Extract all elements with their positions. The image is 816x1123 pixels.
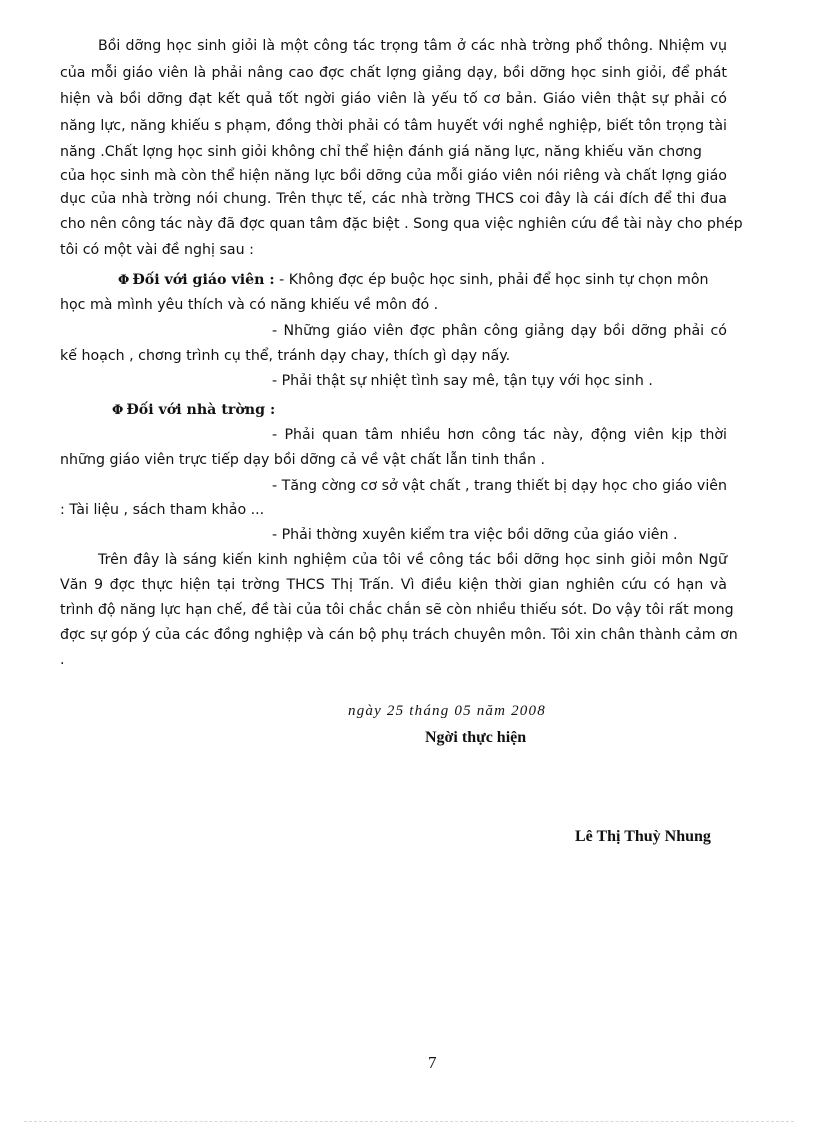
signer-name: Lê Thị Thuỳ Nhung [575,828,711,845]
signature-date: ngày 25 tháng 05 năm 2008 [348,703,546,719]
intro-line-7: dục của nhà trờng nói chung. Trên thực tế, các nhà trờng THCS coi đây là cái đích để thi đua [60,191,727,207]
intro-line-5: năng .Chất lợng học sinh giỏi không chỉ thể hiện đánh giá năng lực, năng khiếu văn chơng [60,144,702,160]
teacher-rule-2: - Những giáo viên đợc phân công giảng dạy bồi dỡng phải có [272,323,727,339]
intro-line-2: của mỗi giáo viên là phải nâng cao đợc chất lợng giảng dạy, bồi dỡng học sinh giỏi, để phát [60,65,727,81]
school-rule-2-cont: : Tài liệu , sách tham khảo ... [60,502,265,518]
page-number: 7 [428,1053,437,1072]
teacher-rule-1-cont: học mà mình yêu thích và có năng khiếu về môn đó . [60,297,439,313]
conclusion-line-5: . [60,652,65,668]
school-rule-1: - Phải quan tâm nhiều hơn công tác này, động viên kịp thời [272,427,727,443]
school-rule-1-cont: những giáo viên trực tiếp dạy bồi dỡng cả về vật chất lẫn tinh thần . [60,452,546,468]
signer-title: Ngời thực hiện [425,729,527,746]
intro-line-1: Bồi dỡng học sinh giỏi là một công tác trọng tâm ở các nhà trờng phổ thông. Nhiệm vụ [98,38,727,54]
conclusion-line-4: đợc sự góp ý của các đồng nghiệp và cán bộ phụ trách chuyên môn. Tôi xin chân thành cảm ơn [60,627,738,643]
teacher-section-first-line [118,268,727,293]
school-rule-3: - Phải thờng xuyên kiểm tra việc bồi dỡng của giáo viên . [272,527,678,543]
teacher-rule-2-cont: kế hoạch , chơng trình cụ thể, tránh dạy chay, thích gì dạy nấy. [60,348,511,364]
phi-bullet-icon: Φ [118,273,130,288]
teacher-section-heading: Đối với giáo viên : [132,272,275,288]
school-rule-2: - Tăng cờng cơ sở vật chất , trang thiết bị dạy học cho giáo viên [272,478,727,494]
intro-line-9: tôi có một vài đề nghị sau : [60,242,254,258]
intro-line-8: cho nên công tác này đã đợc quan tâm đặc biệt . Song qua việc nghiên cứu đề tài này cho phép [60,216,743,232]
intro-line-6: của học sinh mà còn thể hiện năng lực bồi dỡng của mỗi giáo viên nói riêng và chất lợng giáo [60,168,727,184]
teacher-rule-3: - Phải thật sự nhiệt tình say mê, tận tụy với học sinh . [272,373,653,389]
phi-bullet-icon: Φ [112,403,124,418]
conclusion-line-1: Trên đây là sáng kiến kinh nghiệm của tôi về công tác bồi dỡng học sinh giỏi môn Ngữ [98,552,727,568]
school-section-heading-line [112,398,275,423]
page-bottom-divider [24,1121,794,1122]
conclusion-line-3: trình độ năng lực hạn chế, đề tài của tôi chắc chắn sẽ còn nhiều thiếu sót. Do vậy tôi rất mong [60,602,734,618]
conclusion-line-2: Văn 9 đợc thực hiện tại trờng THCS Thị Trấn. Vì điều kiện thời gian nghiên cứu có hạn và [60,577,727,593]
intro-line-3: hiện và bồi dỡng đạt kết quả tốt ngời giáo viên là yếu tố cơ bản. Giáo viên thật sự phải có [60,91,727,107]
intro-line-4: năng lực, năng khiếu s phạm, đồng thời phải có tâm huyết với nghề nghiệp, biết tôn trọng tài [60,118,727,134]
teacher-rule-1: - Không đợc ép buộc học sinh, phải để học sinh tự chọn môn [274,272,709,288]
school-section-heading: Đối với nhà trờng : [126,402,276,418]
